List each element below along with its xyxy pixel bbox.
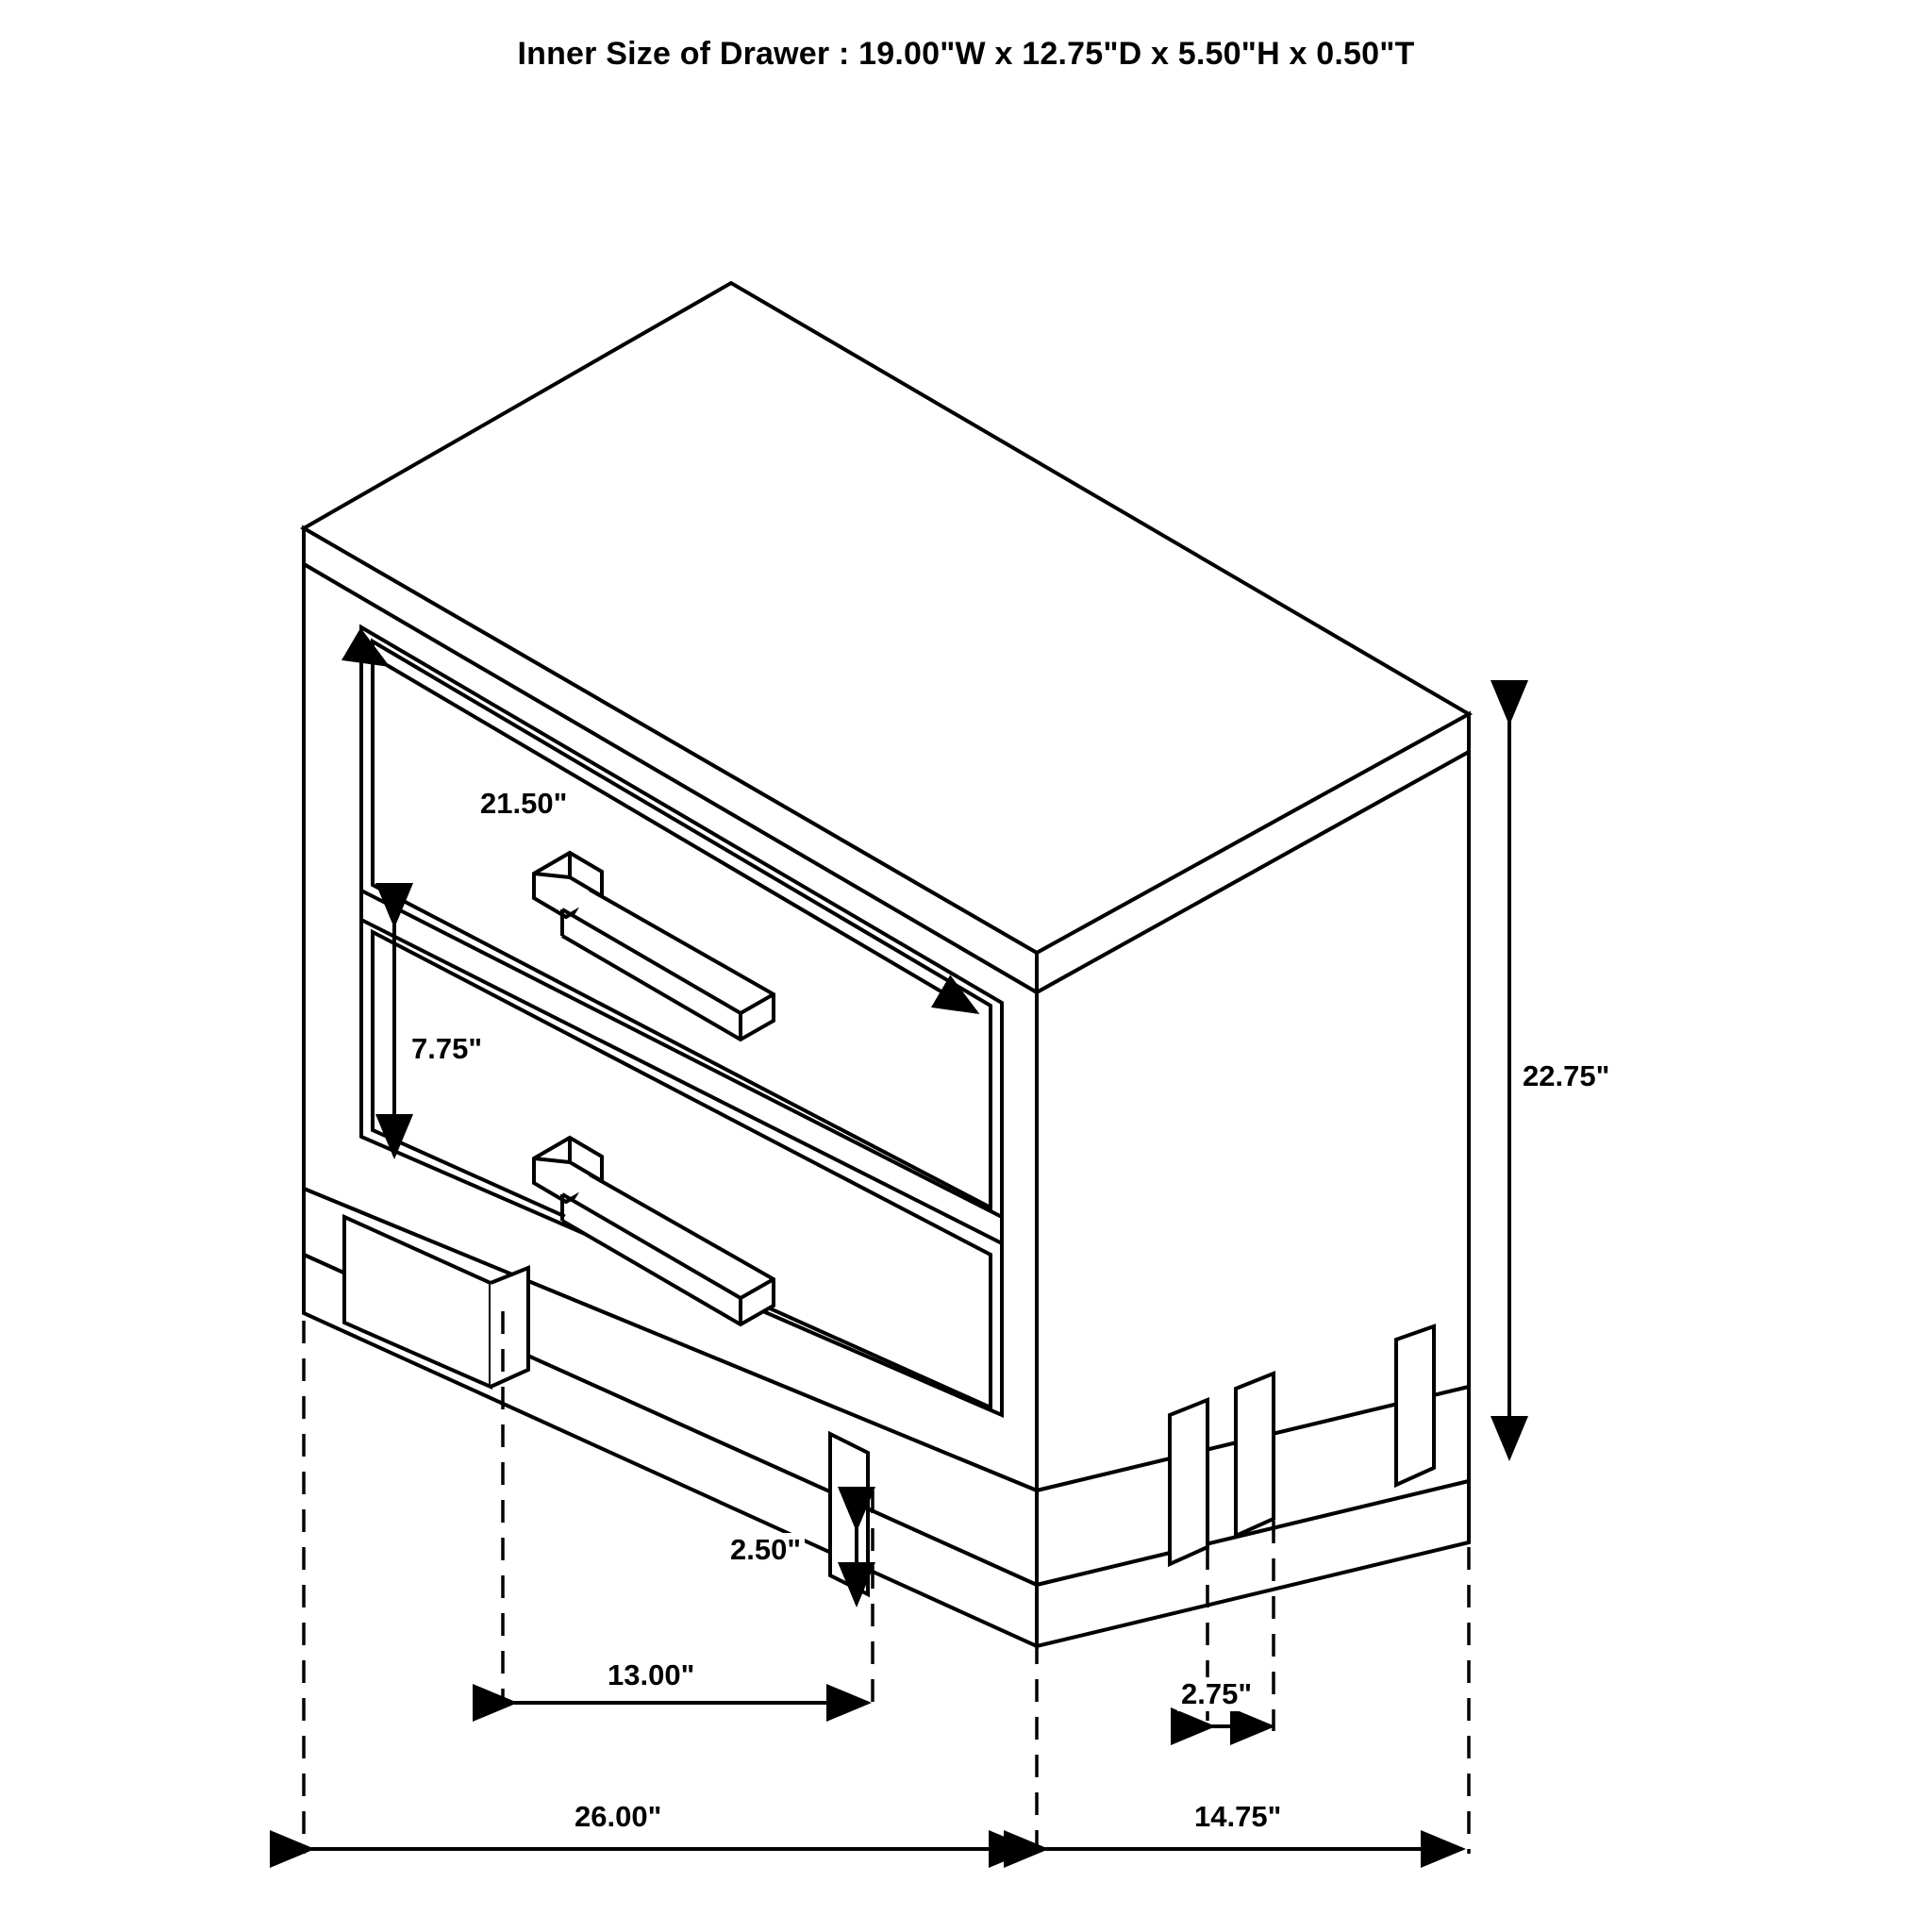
- label-overall-height: 22.75": [1519, 1059, 1613, 1093]
- label-side-foot-width: 2.75": [1177, 1677, 1256, 1711]
- label-foot-height: 2.50": [726, 1533, 805, 1567]
- label-overall-depth: 14.75": [1191, 1800, 1285, 1834]
- label-drawer-top-width: 21.50": [476, 787, 571, 821]
- page-title: Inner Size of Drawer : 19.00"W x 12.75"D x 5.50"H x 0.50"T: [517, 36, 1415, 72]
- label-handle-span: 13.00": [604, 1658, 698, 1692]
- label-drawer-lower-height: 7.75": [408, 1032, 486, 1066]
- label-overall-width: 26.00": [571, 1800, 665, 1834]
